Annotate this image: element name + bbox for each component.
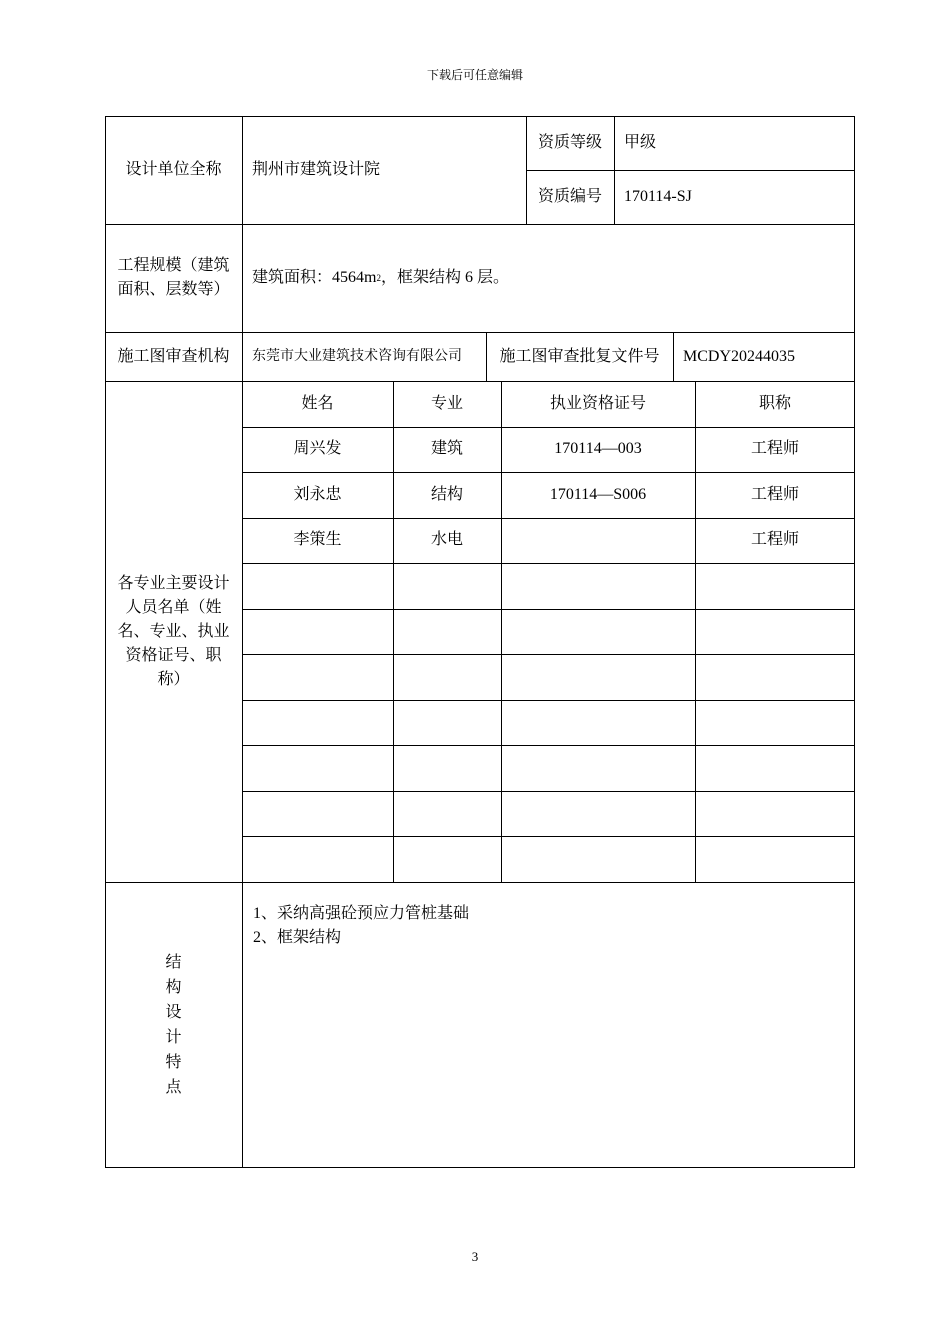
personnel-cell-specialty: [393, 609, 501, 655]
personnel-cell-license-number: [501, 518, 695, 564]
personnel-cell-name: 周兴发: [293, 440, 342, 458]
personnel-cell-name: [242, 609, 393, 655]
project-scale-value: 建筑面积：4564m 2 ，框架结构 6 层。: [242, 224, 855, 332]
personnel-cell-name: [242, 563, 393, 609]
personnel-cell-title: [695, 791, 855, 837]
personnel-header-title: 职称: [758, 394, 791, 412]
design-unit-value: 荆州市建筑设计院: [252, 161, 381, 178]
personnel-cell-title: [695, 563, 855, 609]
personnel-cell-license-number: 170114—S006: [549, 485, 647, 503]
personnel-cell-name: [242, 836, 393, 882]
personnel-header-license-number: 执业资格证号: [549, 394, 646, 412]
personnel-cell-specialty: 水电: [430, 531, 463, 549]
personnel-label: [105, 381, 242, 882]
project-scale-label-line2: 面积、层数等）: [117, 281, 230, 298]
personnel-cell-license-number: [501, 563, 695, 609]
personnel-cell-license-number: [501, 791, 695, 837]
design-unit-label: 设计单位全称: [125, 161, 222, 178]
personnel-cell-specialty: 结构: [430, 485, 463, 503]
project-scale-value-prefix: 建筑面积：4564m: [252, 269, 377, 286]
structure-note-item: 1、采纳高强砼预应力管桩基础: [253, 905, 470, 922]
personnel-cell-title: [695, 836, 855, 882]
personnel-cell-name: [242, 745, 393, 791]
qualification-number-value: 170114-SJ: [624, 188, 692, 205]
review-approval-label: 施工图审查批复文件号: [499, 347, 660, 365]
structure-label: [105, 882, 242, 1168]
structure-note-item: 2、框架结构: [253, 929, 342, 946]
personnel-cell-specialty: [393, 791, 501, 837]
personnel-cell-license-number: 170114—003: [554, 440, 642, 458]
personnel-cell-specialty: [393, 745, 501, 791]
personnel-cell-specialty: [393, 654, 501, 700]
personnel-cell-specialty: [393, 700, 501, 746]
personnel-cell-license-number: [501, 700, 695, 746]
personnel-cell-license-number: [501, 745, 695, 791]
personnel-cell-specialty: [393, 563, 501, 609]
personnel-cell-name: 刘永忠: [293, 485, 342, 503]
structure-label-char: 点: [165, 1079, 182, 1096]
page-number: 3: [471, 1249, 479, 1264]
personnel-header-specialty: 专业: [430, 394, 463, 412]
personnel-label-line: 名、专业、执业: [117, 622, 230, 640]
qualification-number-label: 资质编号: [537, 188, 602, 205]
review-agency-label: 施工图审查机构: [117, 347, 230, 365]
personnel-cell-name: 李策生: [293, 531, 342, 549]
structure-label-char: 计: [165, 1029, 182, 1046]
project-scale-label: [105, 224, 242, 332]
structure-label-char: 结: [165, 954, 182, 971]
personnel-cell-specialty: 建筑: [430, 440, 463, 458]
personnel-label-line: 各专业主要设计: [117, 574, 230, 592]
personnel-cell-name: [242, 700, 393, 746]
personnel-cell-title: [695, 609, 855, 655]
structure-label-char: 构: [165, 979, 182, 996]
personnel-cell-title: [695, 654, 855, 700]
personnel-cell-license-number: [501, 836, 695, 882]
personnel-header-name: 姓名: [301, 394, 334, 412]
personnel-cell-title: 工程师: [750, 531, 799, 549]
personnel-label-line: 人员名单（姓: [125, 598, 222, 616]
qualification-level-value: 甲级: [624, 134, 657, 151]
personnel-cell-title: 工程师: [750, 440, 799, 458]
personnel-cell-name: [242, 791, 393, 837]
structure-label-char: 设: [165, 1004, 182, 1021]
personnel-cell-title: 工程师: [750, 485, 799, 503]
review-agency-value: 东莞市大业建筑技术咨询有限公司: [252, 348, 462, 364]
personnel-cell-title: [695, 700, 855, 746]
qualification-level-label: 资质等级: [537, 134, 602, 151]
project-scale-label-line1: 工程规模（建筑: [117, 257, 230, 274]
personnel-label-line: 资格证号、职: [125, 646, 222, 664]
personnel-cell-title: [695, 745, 855, 791]
personnel-cell-license-number: [501, 654, 695, 700]
structure-notes: [253, 902, 469, 950]
personnel-cell-name: [242, 654, 393, 700]
personnel-label-line: 称）: [157, 670, 190, 688]
review-approval-value: MCDY20244035: [683, 347, 796, 365]
project-scale-value-suffix: ，框架结构 6 层。: [380, 269, 509, 286]
structure-label-char: 特: [165, 1054, 182, 1071]
header-note: 下载后可任意编辑: [426, 68, 523, 82]
personnel-cell-specialty: [393, 836, 501, 882]
personnel-cell-license-number: [501, 609, 695, 655]
